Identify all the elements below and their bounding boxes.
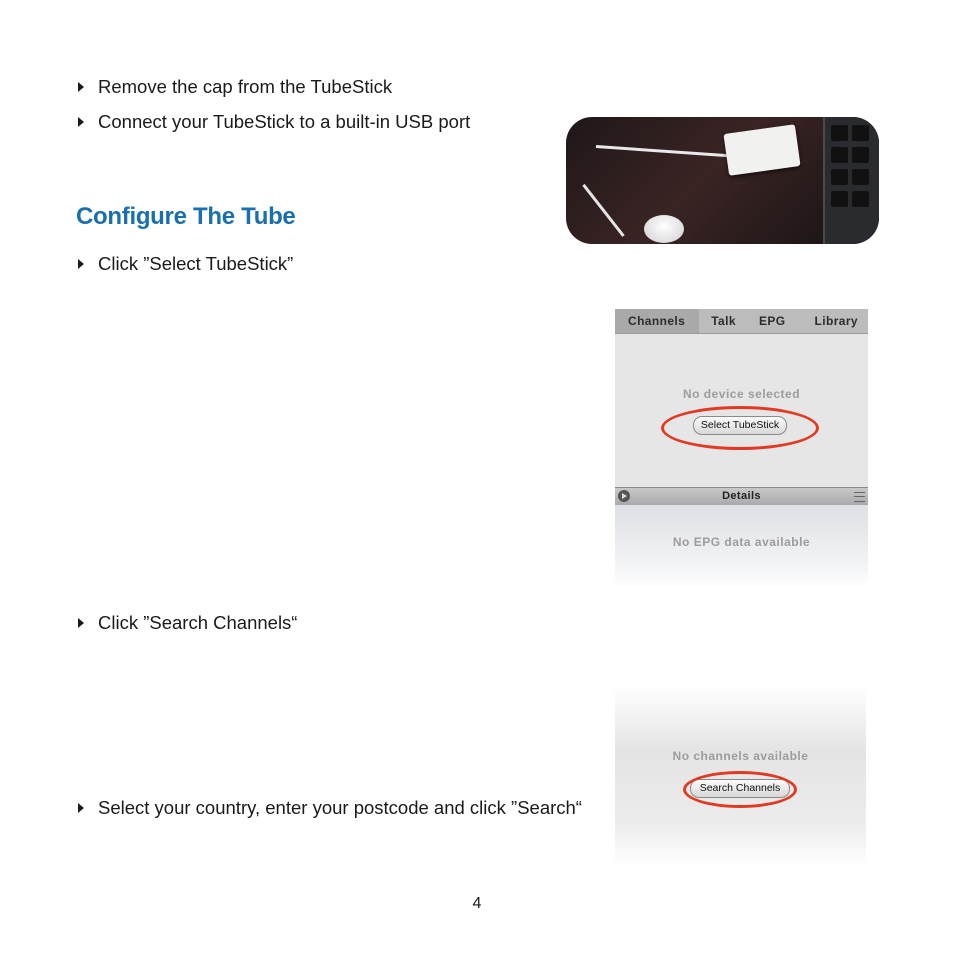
step-text: Click ”Select TubeStick” [98,253,294,274]
app-panel [615,309,868,589]
bullet-triangle-icon [78,259,84,269]
bullet-triangle-icon [78,803,84,813]
tab-talk[interactable]: Talk [711,314,736,328]
play-icon[interactable] [618,490,630,502]
step-remove-cap [78,76,392,98]
usb-cable [596,145,731,157]
bullet-triangle-icon [78,82,84,92]
details-title: Details [722,490,761,502]
step-text: Click ”Search Channels“ [98,612,298,633]
section-heading: Configure The Tube [76,203,296,230]
antenna-base [644,215,684,243]
antenna-rod [582,184,624,237]
step-text: Connect your TubeStick to a built-in USB port [98,111,471,132]
page-number: 4 [472,895,482,912]
highlight-ring [661,406,819,450]
step-select-tubestick [78,253,293,275]
tab-library[interactable]: Library [814,314,858,328]
step-search-channels [78,612,297,634]
step-text: Select your country, enter your postcode and click ”Search“ [98,797,582,818]
highlight-ring [683,771,797,808]
no-channels-message: No channels available [672,749,809,763]
no-epg-message: No EPG data available [672,535,811,549]
tubestick-device [723,124,800,176]
tab-channels[interactable]: Channels [615,309,699,333]
step-text: Remove the cap from the TubeStick [98,76,393,97]
details-bar [615,487,868,505]
search-channels-button[interactable]: Search Channels [690,779,790,798]
step-select-country [78,797,582,819]
select-tubestick-button[interactable]: Select TubeStick [693,416,787,435]
menu-icon[interactable] [854,492,865,502]
tab-bar [615,309,868,334]
tab-epg[interactable]: EPG [758,314,786,328]
no-device-message: No device selected [682,387,801,401]
details-body [615,505,868,589]
tubestick-photo [566,117,879,244]
laptop-keyboard [823,117,879,244]
channels-panel [615,686,866,868]
step-connect [78,111,470,133]
bullet-triangle-icon [78,618,84,628]
bullet-triangle-icon [78,117,84,127]
